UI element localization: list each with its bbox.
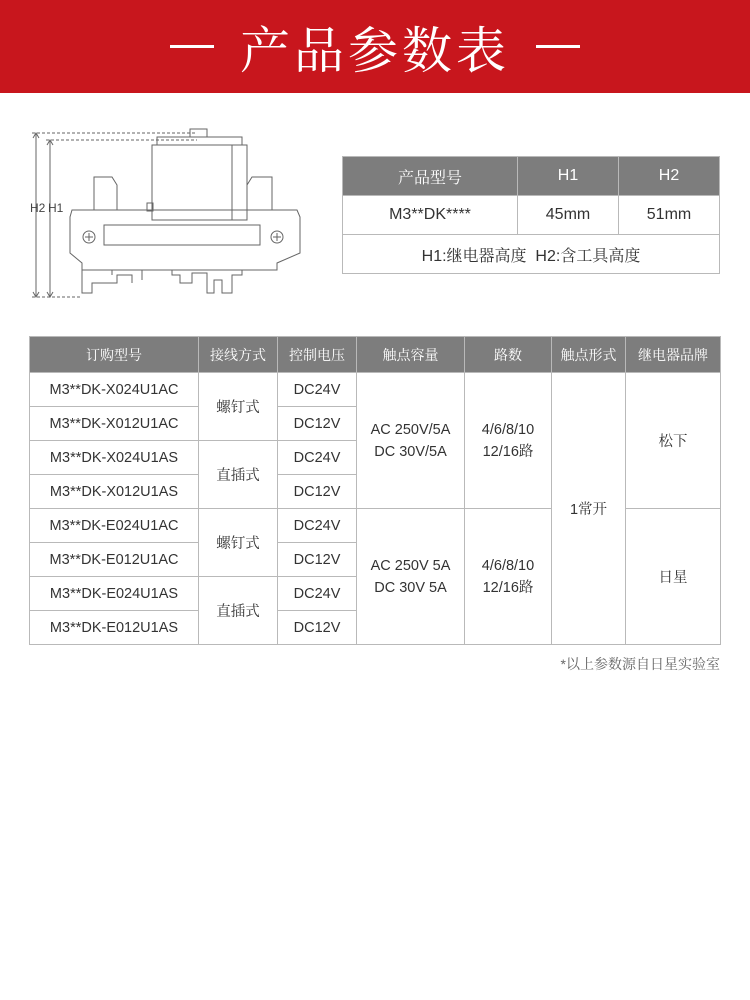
header-order-model: 订购型号 bbox=[30, 337, 199, 373]
capacity-dc: DC 30V 5A bbox=[374, 579, 447, 596]
relay-brand-2: 日星 bbox=[626, 509, 721, 645]
order-model: M3**DK-E024U1AS bbox=[30, 577, 199, 611]
contact-capacity-group1 bbox=[357, 373, 465, 509]
table-row bbox=[30, 373, 721, 407]
control-voltage: DC12V bbox=[278, 407, 357, 441]
channels-line2: 12/16路 bbox=[482, 579, 534, 596]
capacity-dc: DC 30V/5A bbox=[374, 443, 447, 460]
dimension-header-row bbox=[343, 157, 720, 196]
dimension-table bbox=[342, 156, 720, 274]
wiring-type: 螺钉式 bbox=[199, 509, 278, 577]
channels-line1: 4/6/8/10 bbox=[481, 557, 535, 574]
order-model: M3**DK-E012U1AS bbox=[30, 611, 199, 645]
header-wiring: 接线方式 bbox=[199, 337, 278, 373]
relay-dimension-drawing bbox=[22, 125, 322, 310]
wiring-type: 直插式 bbox=[199, 577, 278, 645]
control-voltage: DC12V bbox=[278, 475, 357, 509]
order-model: M3**DK-X024U1AC bbox=[30, 373, 199, 407]
cell-model: M3**DK**** bbox=[343, 196, 518, 235]
dimension-row bbox=[343, 196, 720, 235]
channels-group1 bbox=[465, 373, 552, 509]
channels-group2 bbox=[465, 509, 552, 645]
left-dash bbox=[170, 45, 214, 48]
right-dash bbox=[536, 45, 580, 48]
header-control-voltage: 控制电压 bbox=[278, 337, 357, 373]
control-voltage: DC12V bbox=[278, 543, 357, 577]
h2-label: H2 bbox=[30, 201, 46, 215]
order-model: M3**DK-E012U1AC bbox=[30, 543, 199, 577]
header-h2: H2 bbox=[619, 157, 720, 196]
footnote: *以上参数源自日星实验室 bbox=[560, 656, 720, 672]
ordering-header-row bbox=[30, 337, 721, 373]
contact-capacity-group2 bbox=[357, 509, 465, 645]
header-h1: H1 bbox=[518, 157, 619, 196]
dimension-note-row bbox=[343, 235, 720, 274]
control-voltage: DC12V bbox=[278, 611, 357, 645]
header-contact-capacity: 触点容量 bbox=[357, 337, 465, 373]
relay-brand-1: 松下 bbox=[626, 373, 721, 509]
control-voltage: DC24V bbox=[278, 373, 357, 407]
channels-line2: 12/16路 bbox=[482, 443, 534, 460]
ordering-table bbox=[29, 336, 721, 645]
channels-line1: 4/6/8/10 bbox=[481, 421, 535, 438]
control-voltage: DC24V bbox=[278, 509, 357, 543]
header-relay-brand: 继电器品牌 bbox=[626, 337, 721, 373]
title-banner bbox=[0, 0, 750, 93]
wiring-type: 直插式 bbox=[199, 441, 278, 509]
cell-h2: 51mm bbox=[619, 196, 720, 235]
h1-label: H1 bbox=[48, 201, 64, 215]
cell-h1: 45mm bbox=[518, 196, 619, 235]
wiring-type: 螺钉式 bbox=[199, 373, 278, 441]
contact-form: 1常开 bbox=[552, 373, 626, 645]
header-product-model: 产品型号 bbox=[343, 157, 518, 196]
order-model: M3**DK-X024U1AS bbox=[30, 441, 199, 475]
capacity-ac: AC 250V 5A bbox=[370, 557, 451, 574]
page-title: 产品参数表 bbox=[240, 21, 510, 80]
control-voltage: DC24V bbox=[278, 441, 357, 475]
order-model: M3**DK-X012U1AS bbox=[30, 475, 199, 509]
header-contact-form: 触点形式 bbox=[552, 337, 626, 373]
capacity-ac: AC 250V/5A bbox=[370, 421, 451, 438]
order-model: M3**DK-E024U1AC bbox=[30, 509, 199, 543]
header-channels: 路数 bbox=[465, 337, 552, 373]
dimension-note: H1:继电器高度 H2:含工具高度 bbox=[343, 235, 720, 274]
control-voltage: DC24V bbox=[278, 577, 357, 611]
relay-outline-diagram bbox=[22, 125, 322, 310]
order-model: M3**DK-X012U1AC bbox=[30, 407, 199, 441]
